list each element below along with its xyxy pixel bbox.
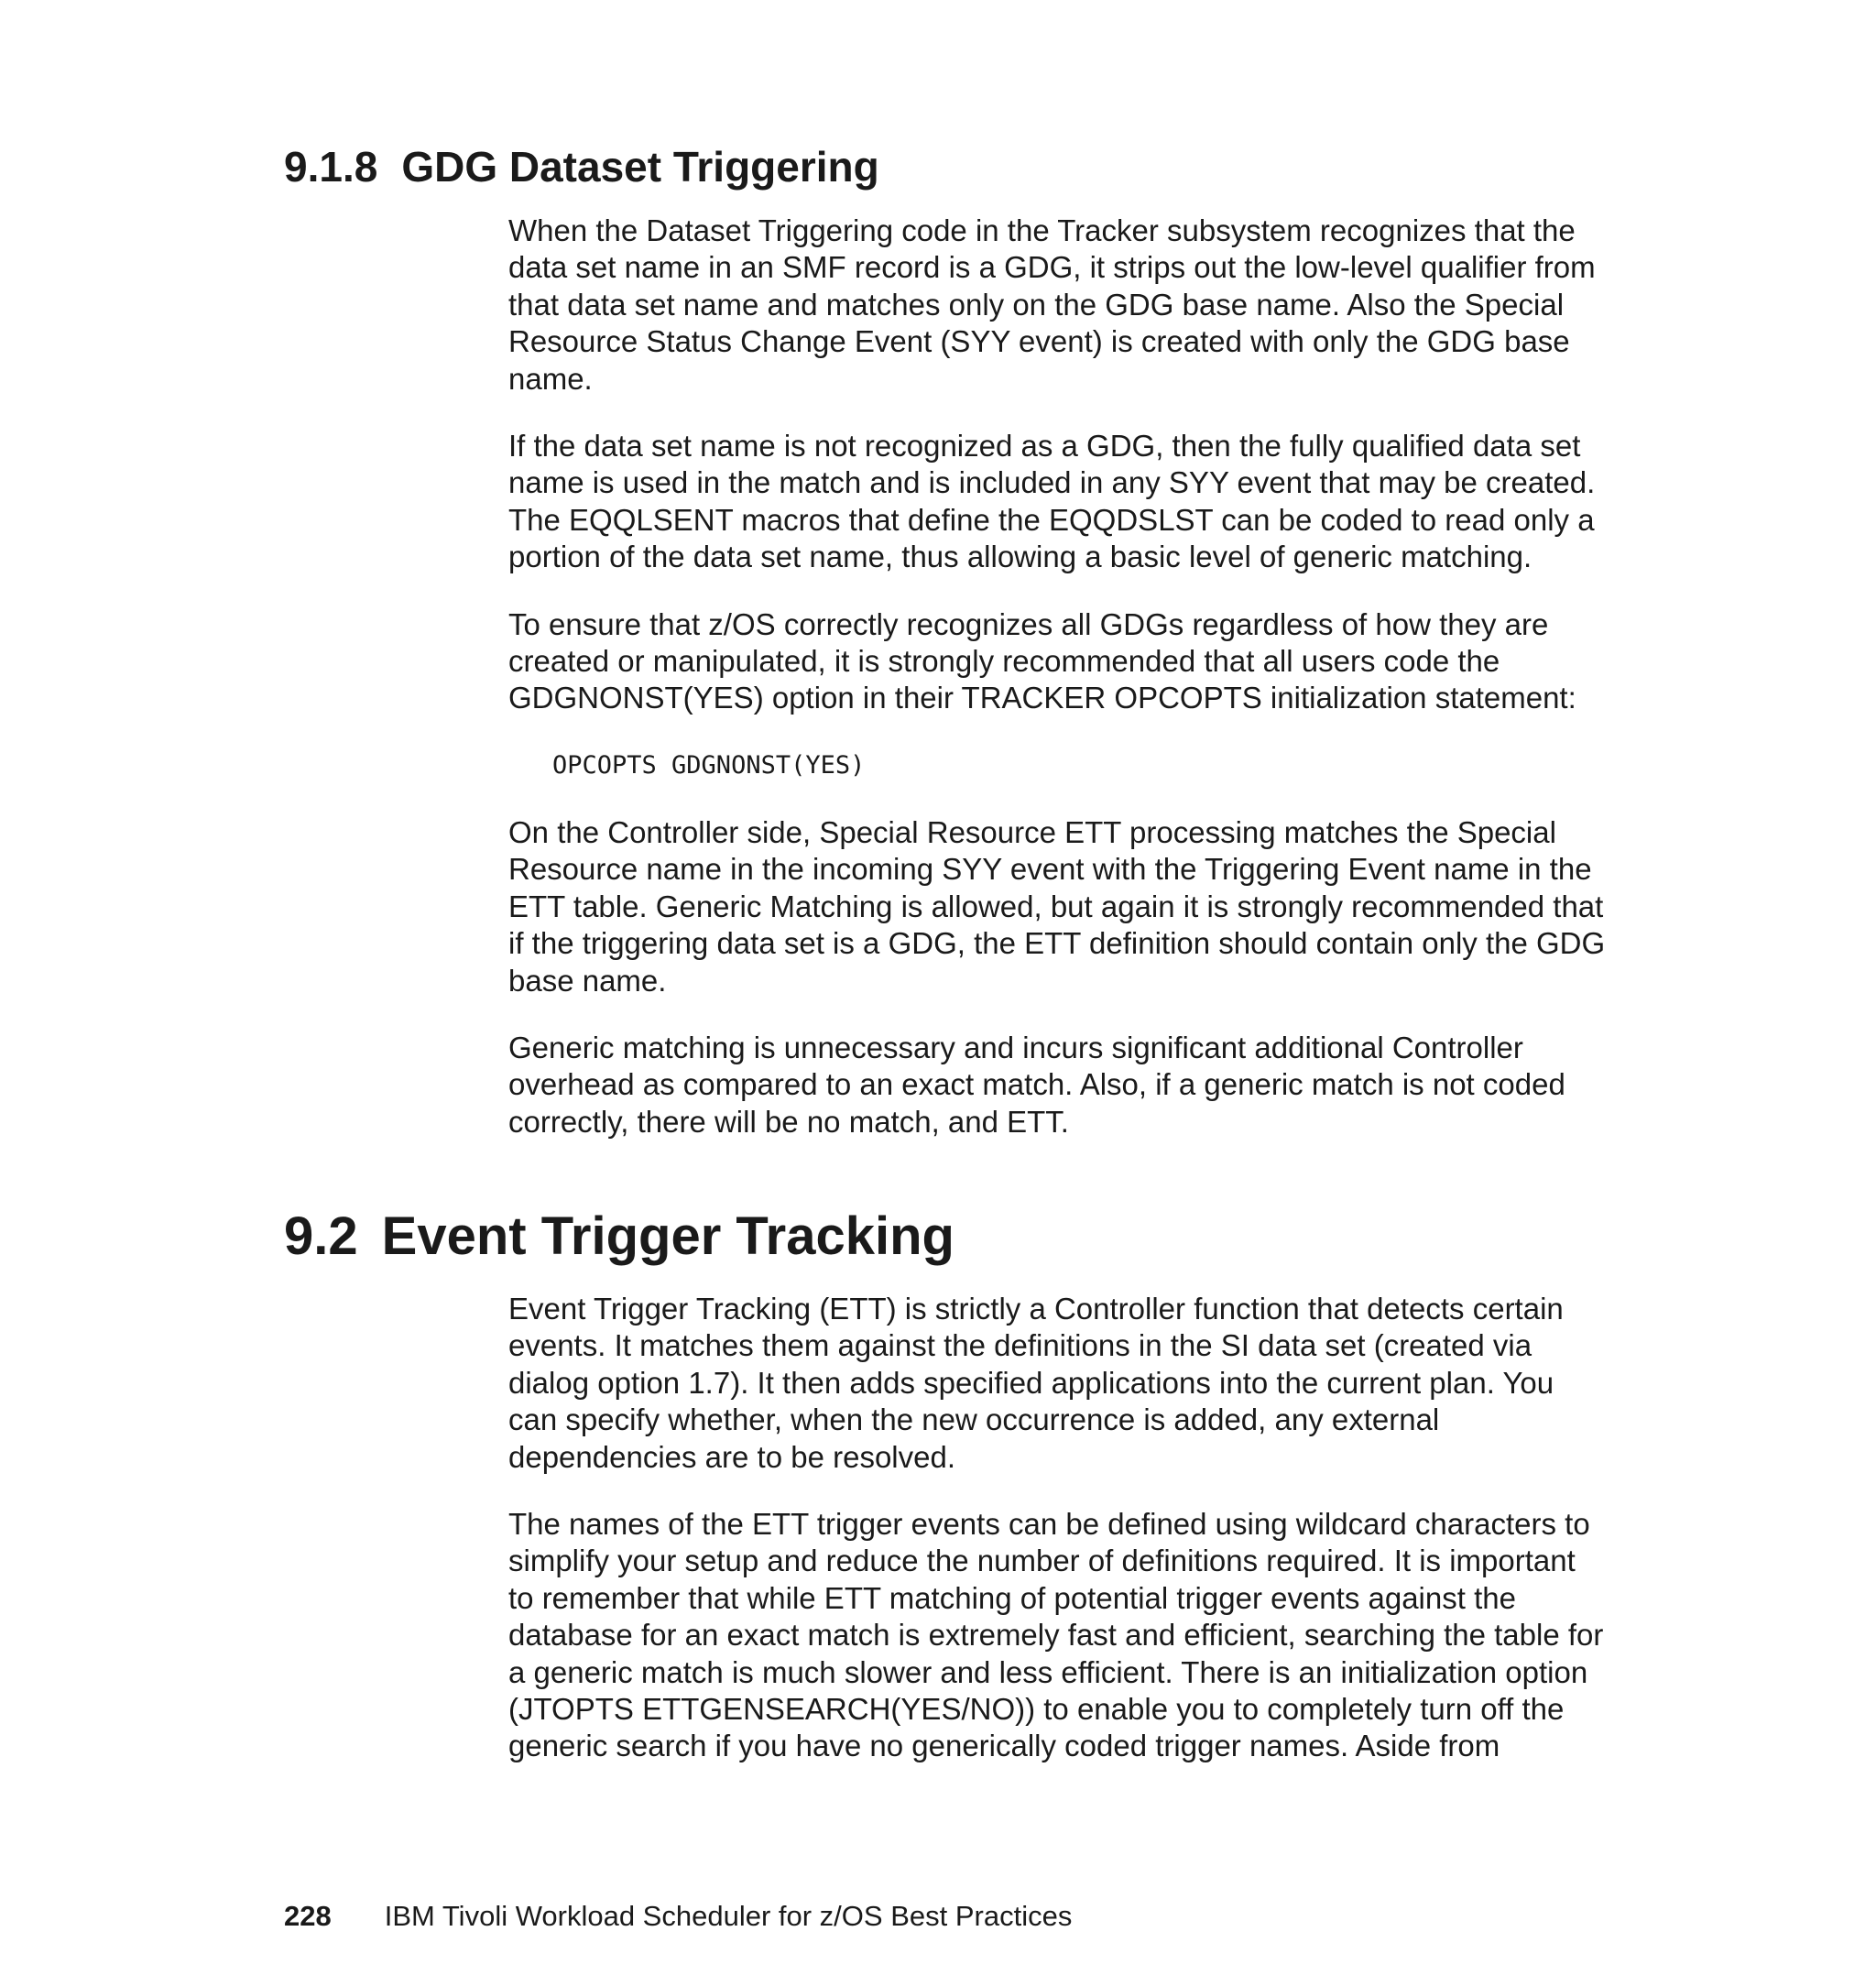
section-title: GDG Dataset Triggering [401, 143, 879, 191]
section-heading-9-2 [284, 1202, 954, 1271]
paragraph: Event Trigger Tracking (ETT) is strictly a Controller function that detects certain events. It matches them against the definitions in the SI data set (created via dialog option 1.7). It then adds specified applications into the current plan. You can specify whether, when the new occurrence is added, any external dependencies are to be resolved. [508, 1292, 1564, 1474]
paragraph: The names of the ETT trigger events can be defined using wildcard characters to simplify your setup and reduce the number of definitions required. It is important to remember that while ETT matching of potential trigger events against the database for an exact match is extremely fast and efficient, searching the table for a generic match is much slower and less efficient. There is an initialization option (JTOPTS ETTGENSEARCH(YES/NO)) to enable you to completely turn off the generic search if you have no generically coded trigger names. Aside from [508, 1507, 1604, 1763]
section-number: 9.2 [284, 1206, 358, 1266]
paragraph: When the Dataset Triggering code in the Tracker subsystem recognizes that the data set name in an SMF record is a GDG, it strips out the low-level qualifier from that data set name and matches only on the GDG base name. Also the Special Resource Status Change Event (SYY event) is created with only the GDG base name. [508, 213, 1596, 396]
section-9-1-8-body [508, 213, 1608, 1140]
page-footer [284, 1898, 1072, 1935]
section-9-2-body [508, 1291, 1608, 1765]
book-title: IBM Tivoli Workload Scheduler for z/OS Best Practices [384, 1900, 1073, 1932]
code-example: OPCOPTS GDGNONST(YES) [552, 750, 866, 780]
section-number: 9.1.8 [284, 143, 378, 191]
section-heading-9-1-8 [284, 139, 879, 194]
paragraph: If the data set name is not recognized as a GDG, then the fully qualified data set name is used in the match and is included in any SYY event that may be created. The EQQLSENT macros that define the EQQDSLST can be coded to read only a portion of the data set name, thus allowing a basic level of generic matching. [508, 429, 1596, 574]
page-number: 228 [284, 1900, 332, 1932]
paragraph: To ensure that z/OS correctly recognizes all GDGs regardless of how they are created or manipulated, it is strongly recommended that all users code the GDGNONST(YES) option in their TRACKER OPCOPTS initialization statement: [508, 606, 1576, 715]
paragraph: On the Controller side, Special Resource ETT processing matches the Special Resource name in the incoming SYY event with the Triggering Event name in the ETT table. Generic Matching is allowed, but again it is strongly recommended that if the triggering data set is a GDG, the ETT definition should contain only the GDG base name. [508, 814, 1606, 998]
paragraph: Generic matching is unnecessary and incurs significant additional Controller overhead as compared to an exact match. Also, if a generic match is not coded correctly, there will be no match, and ETT. [508, 1030, 1565, 1139]
section-title: Event Trigger Tracking [381, 1206, 954, 1266]
